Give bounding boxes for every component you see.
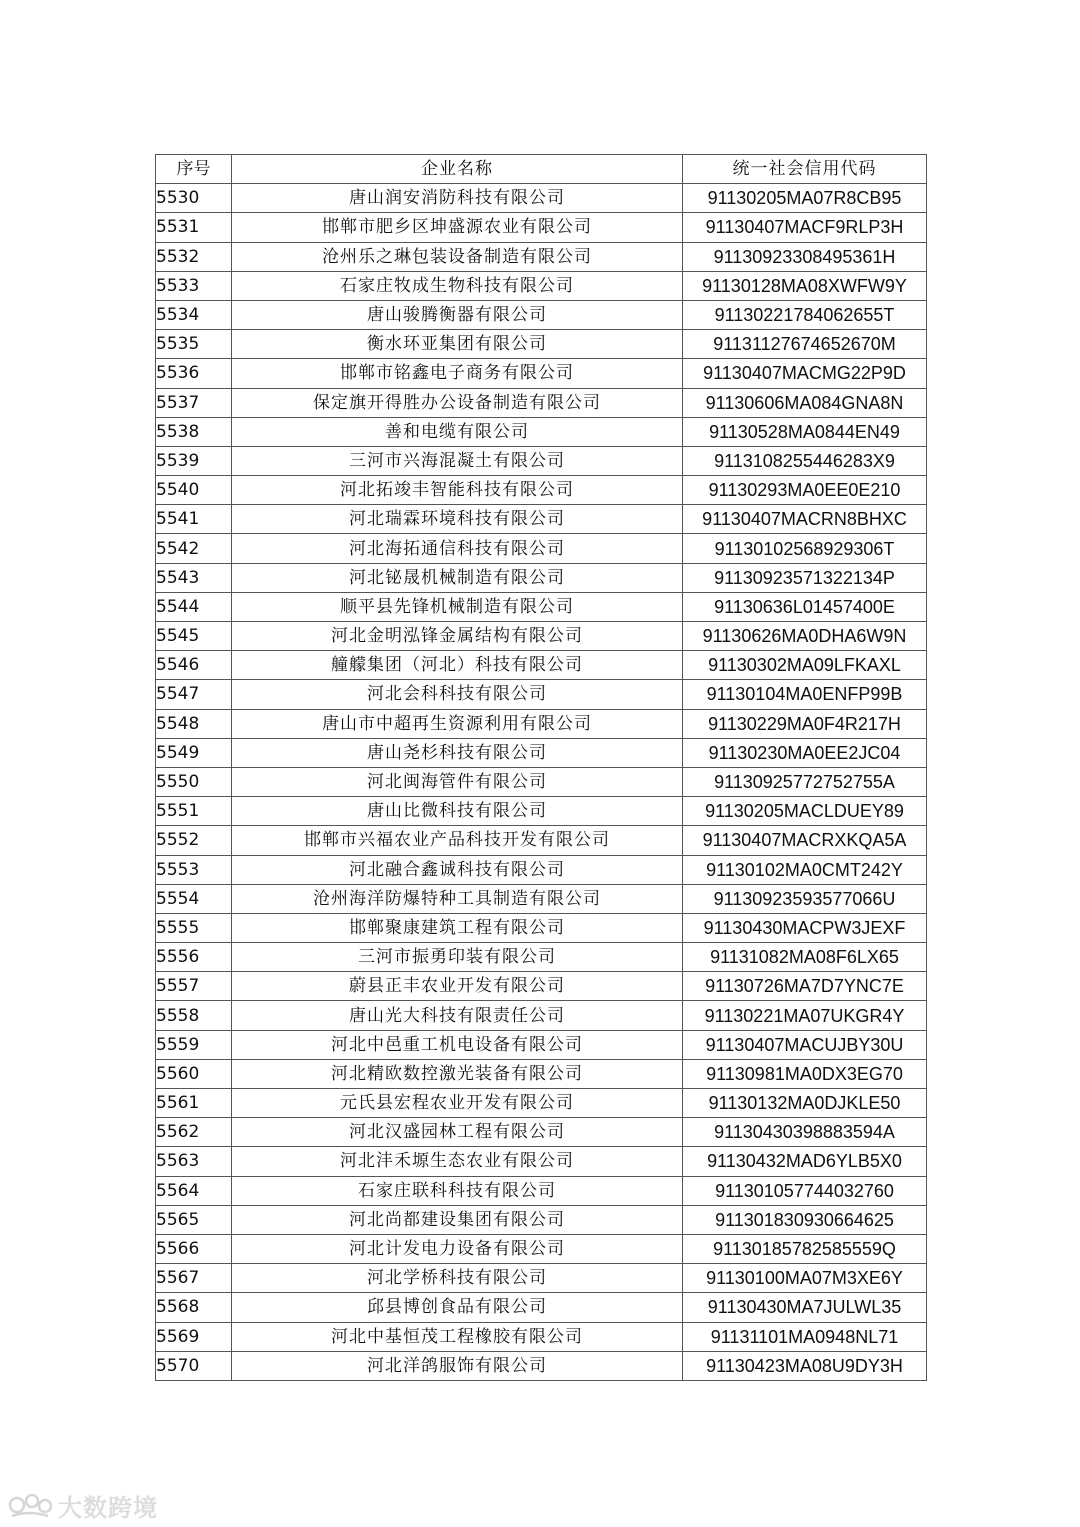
row-company-name: 邱县博创食品有限公司 (232, 1293, 683, 1322)
row-seq: 5561 (156, 1089, 232, 1118)
row-seq: 5555 (156, 913, 232, 942)
row-company-name: 河北尚都建设集团有限公司 (232, 1205, 683, 1234)
row-company-name: 河北瑞霖环境科技有限公司 (232, 505, 683, 534)
row-seq: 5533 (156, 271, 232, 300)
row-credit-code: 911301830930664625 (683, 1205, 927, 1234)
table-row (156, 826, 927, 855)
row-company-name: 善和电缆有限公司 (232, 417, 683, 446)
row-company-name: 河北海拓通信科技有限公司 (232, 534, 683, 563)
row-seq: 5569 (156, 1322, 232, 1351)
row-seq: 5537 (156, 388, 232, 417)
row-seq: 5568 (156, 1293, 232, 1322)
table-row (156, 359, 927, 388)
row-company-name: 河北洋鸽服饰有限公司 (232, 1351, 683, 1380)
table-row (156, 1118, 927, 1147)
row-credit-code: 91130205MA07R8CB95 (683, 184, 927, 213)
row-company-name: 唐山骏腾衡器有限公司 (232, 300, 683, 329)
row-credit-code: 91130407MACRXKQA5A (683, 826, 927, 855)
table-row (156, 1264, 927, 1293)
table-row (156, 242, 927, 271)
row-seq: 5536 (156, 359, 232, 388)
table-row (156, 797, 927, 826)
row-credit-code: 91131082MA08F6LX65 (683, 943, 927, 972)
row-company-name: 蔚县正丰农业开发有限公司 (232, 972, 683, 1001)
row-credit-code: 91130230MA0EE2JC04 (683, 738, 927, 767)
row-company-name: 河北中基恒茂工程橡胶有限公司 (232, 1322, 683, 1351)
row-credit-code: 91130407MACMG22P9D (683, 359, 927, 388)
row-seq: 5535 (156, 330, 232, 359)
table-row (156, 300, 927, 329)
row-seq: 5562 (156, 1118, 232, 1147)
row-company-name: 邯郸市肥乡区坤盛源农业有限公司 (232, 213, 683, 242)
table-row (156, 1059, 927, 1088)
row-seq: 5560 (156, 1059, 232, 1088)
row-seq: 5532 (156, 242, 232, 271)
row-company-name: 艟艨集团（河北）科技有限公司 (232, 651, 683, 680)
row-credit-code: 91130423MA08U9DY3H (683, 1351, 927, 1380)
row-company-name: 三河市振勇印装有限公司 (232, 943, 683, 972)
table-row (156, 1030, 927, 1059)
table-row (156, 1322, 927, 1351)
row-company-name: 唐山润安消防科技有限公司 (232, 184, 683, 213)
row-credit-code: 91130102MA0CMT242Y (683, 855, 927, 884)
table-row (156, 972, 927, 1001)
row-company-name: 唐山光大科技有限责任公司 (232, 1001, 683, 1030)
table-row (156, 1001, 927, 1030)
row-credit-code: 91130981MA0DX3EG70 (683, 1059, 927, 1088)
table-row (156, 738, 927, 767)
row-seq: 5564 (156, 1176, 232, 1205)
row-company-name: 河北会科科技有限公司 (232, 680, 683, 709)
table-row (156, 680, 927, 709)
row-credit-code: 91130221784062655T (683, 300, 927, 329)
row-company-name: 河北铋晟机械制造有限公司 (232, 563, 683, 592)
table-row (156, 534, 927, 563)
row-seq: 5551 (156, 797, 232, 826)
row-credit-code: 91130407MACRN8BHXC (683, 505, 927, 534)
table-header-row (156, 155, 927, 184)
table-body (156, 184, 927, 1381)
row-credit-code: 91130636L01457400E (683, 592, 927, 621)
row-company-name: 河北拓竣丰智能科技有限公司 (232, 476, 683, 505)
row-seq: 5542 (156, 534, 232, 563)
row-credit-code: 91130229MA0F4R217H (683, 709, 927, 738)
row-credit-code: 91130293MA0EE0E210 (683, 476, 927, 505)
row-company-name: 石家庄牧成生物科技有限公司 (232, 271, 683, 300)
table-row (156, 884, 927, 913)
row-credit-code: 91130528MA0844EN49 (683, 417, 927, 446)
table-row (156, 271, 927, 300)
row-company-name: 保定旗开得胜办公设备制造有限公司 (232, 388, 683, 417)
table-row (156, 505, 927, 534)
row-seq: 5558 (156, 1001, 232, 1030)
table-row (156, 1234, 927, 1263)
row-seq: 5559 (156, 1030, 232, 1059)
row-company-name: 邯郸聚康建筑工程有限公司 (232, 913, 683, 942)
table-row (156, 709, 927, 738)
row-credit-code: 91130430MACPW3JEXF (683, 913, 927, 942)
row-credit-code: 91130606MA084GNA8N (683, 388, 927, 417)
watermark-text: 大数跨境 (58, 1493, 158, 1522)
row-seq: 5540 (156, 476, 232, 505)
row-credit-code: 91130205MACLDUEY89 (683, 797, 927, 826)
row-seq: 5539 (156, 446, 232, 475)
row-seq: 5552 (156, 826, 232, 855)
row-company-name: 石家庄联科科技有限公司 (232, 1176, 683, 1205)
row-credit-code: 91130132MA0DJKLE50 (683, 1089, 927, 1118)
row-credit-code: 91130102568929306T (683, 534, 927, 563)
row-seq: 5563 (156, 1147, 232, 1176)
row-company-name: 衡水环亚集团有限公司 (232, 330, 683, 359)
table-row (156, 446, 927, 475)
table-row (156, 1147, 927, 1176)
row-credit-code: 911301057744032760 (683, 1176, 927, 1205)
row-seq: 5543 (156, 563, 232, 592)
row-credit-code: 91130432MAD6YLB5X0 (683, 1147, 927, 1176)
row-credit-code: 91130185782585559Q (683, 1234, 927, 1263)
row-seq: 5566 (156, 1234, 232, 1263)
row-credit-code: 91130221MA07UKGR4Y (683, 1001, 927, 1030)
header-name: 企业名称 (232, 155, 683, 184)
row-credit-code: 91130100MA07M3XE6Y (683, 1264, 927, 1293)
row-seq: 5541 (156, 505, 232, 534)
row-company-name: 河北精欧数控激光装备有限公司 (232, 1059, 683, 1088)
table-row (156, 1293, 927, 1322)
row-credit-code: 91130430MA7JULWL35 (683, 1293, 927, 1322)
row-company-name: 河北学桥科技有限公司 (232, 1264, 683, 1293)
row-seq: 5554 (156, 884, 232, 913)
logo-icon (8, 1490, 54, 1520)
row-credit-code: 91130407MACF9RLP3H (683, 213, 927, 242)
row-seq: 5550 (156, 767, 232, 796)
row-credit-code: 91130923308495361H (683, 242, 927, 271)
row-credit-code: 91130923593577066U (683, 884, 927, 913)
header-seq: 序号 (156, 155, 232, 184)
row-seq: 5557 (156, 972, 232, 1001)
row-company-name: 河北金明泓锋金属结构有限公司 (232, 622, 683, 651)
table-row (156, 184, 927, 213)
row-credit-code: 91130923571322134P (683, 563, 927, 592)
row-company-name: 沧州海洋防爆特种工具制造有限公司 (232, 884, 683, 913)
row-seq: 5531 (156, 213, 232, 242)
table-row (156, 855, 927, 884)
row-company-name: 沧州乐之琳包装设备制造有限公司 (232, 242, 683, 271)
table-row (156, 592, 927, 621)
row-credit-code: 91130302MA09LFKAXL (683, 651, 927, 680)
row-seq: 5538 (156, 417, 232, 446)
row-company-name: 唐山市中超再生资源利用有限公司 (232, 709, 683, 738)
row-credit-code: 91131101MA0948NL71 (683, 1322, 927, 1351)
table-row (156, 1176, 927, 1205)
row-company-name: 河北计发电力设备有限公司 (232, 1234, 683, 1263)
table-row (156, 767, 927, 796)
row-seq: 5565 (156, 1205, 232, 1234)
row-company-name: 河北汉盛园林工程有限公司 (232, 1118, 683, 1147)
table-row (156, 1089, 927, 1118)
row-credit-code: 91130626MA0DHA6W9N (683, 622, 927, 651)
row-company-name: 河北融合鑫诚科技有限公司 (232, 855, 683, 884)
row-company-name: 唐山比微科技有限公司 (232, 797, 683, 826)
row-seq: 5534 (156, 300, 232, 329)
row-credit-code: 91130128MA08XWFW9Y (683, 271, 927, 300)
row-company-name: 河北闽海管件有限公司 (232, 767, 683, 796)
row-credit-code: 91130726MA7D7YNC7E (683, 972, 927, 1001)
row-seq: 5545 (156, 622, 232, 651)
row-seq: 5547 (156, 680, 232, 709)
row-credit-code: 91130104MA0ENFP99B (683, 680, 927, 709)
row-seq: 5553 (156, 855, 232, 884)
row-company-name: 河北沣禾塬生态农业有限公司 (232, 1147, 683, 1176)
row-company-name: 邯郸市铭鑫电子商务有限公司 (232, 359, 683, 388)
row-company-name: 三河市兴海混凝土有限公司 (232, 446, 683, 475)
table-row (156, 622, 927, 651)
row-seq: 5570 (156, 1351, 232, 1380)
enterprise-table (155, 154, 927, 1381)
table-row (156, 563, 927, 592)
row-credit-code: 91130430398883594A (683, 1118, 927, 1147)
row-seq: 5567 (156, 1264, 232, 1293)
table-row (156, 1351, 927, 1380)
row-company-name: 唐山尧杉科技有限公司 (232, 738, 683, 767)
row-seq: 5530 (156, 184, 232, 213)
row-credit-code: 91130925772752755A (683, 767, 927, 796)
table-row (156, 913, 927, 942)
row-seq: 5544 (156, 592, 232, 621)
watermark (8, 1487, 158, 1523)
table-row (156, 417, 927, 446)
table-row (156, 651, 927, 680)
row-company-name: 邯郸市兴福农业产品科技开发有限公司 (232, 826, 683, 855)
row-seq: 5546 (156, 651, 232, 680)
row-seq: 5549 (156, 738, 232, 767)
header-code: 统一社会信用代码 (683, 155, 927, 184)
row-company-name: 河北中邑重工机电设备有限公司 (232, 1030, 683, 1059)
row-company-name: 顺平县先锋机械制造有限公司 (232, 592, 683, 621)
table-row (156, 213, 927, 242)
row-credit-code: 91130407MACUJBY30U (683, 1030, 927, 1059)
table-row (156, 388, 927, 417)
row-seq: 5548 (156, 709, 232, 738)
row-seq: 5556 (156, 943, 232, 972)
table-row (156, 330, 927, 359)
row-credit-code: 91131127674652670M (683, 330, 927, 359)
table-row (156, 943, 927, 972)
table-row (156, 476, 927, 505)
table-row (156, 1205, 927, 1234)
row-credit-code: 911310825544628​3X9 (683, 446, 927, 475)
row-company-name: 元氏县宏程农业开发有限公司 (232, 1089, 683, 1118)
